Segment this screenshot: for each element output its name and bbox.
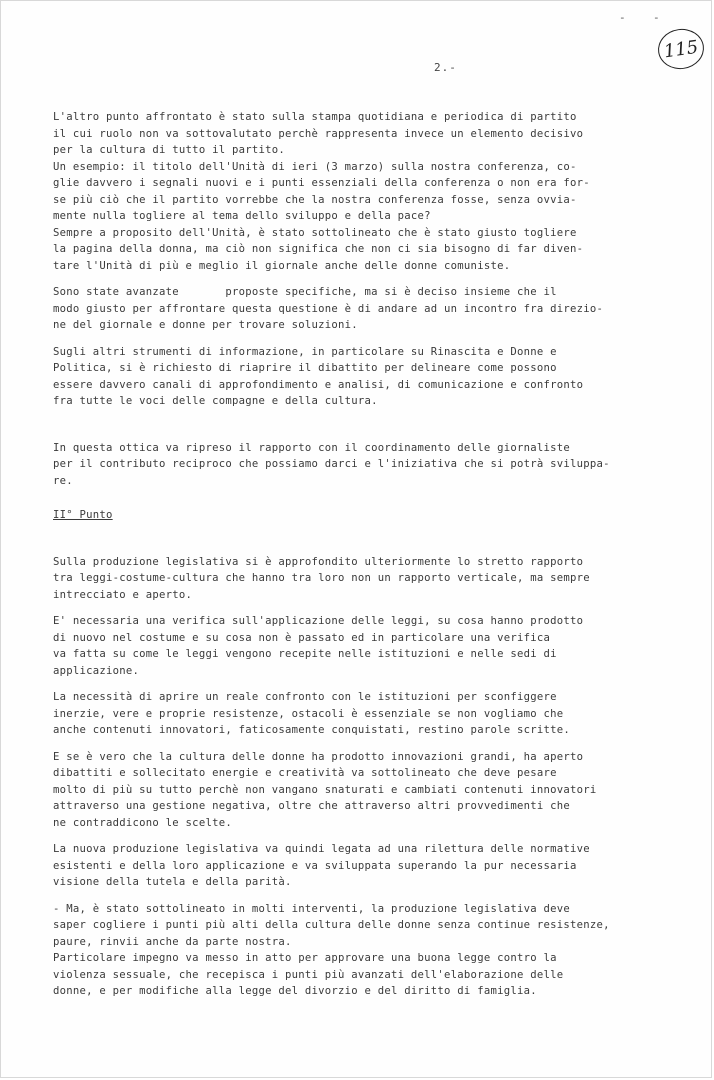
text-line: il cui ruolo non va sottovalutato perchè rappresenta invece un elemento decisivo [53, 127, 584, 140]
corner-mark: - [619, 11, 626, 24]
text-line: Politica, si è richiesto di riaprire il dibattito per delineare come possono [53, 362, 557, 374]
text-line: per la cultura di tutto il partito. [53, 144, 285, 156]
text-line: esistenti e della loro applicazione e va sviluppata superando la pur necessaria [53, 859, 577, 872]
paragraph-rilettura [53, 841, 633, 891]
text-line: Particolare impegno va messo in atto per approvare una buona legge contro la [53, 952, 557, 964]
text-line: - Ma, è stato sottolineato in molti interventi, la produzione legislativa deve [53, 902, 570, 915]
text-line: fra tutte le voci delle compagne e della cultura. [53, 395, 378, 407]
text-line: donne, e per modifiche alla legge del divorzio e del diritto di famiglia. [53, 985, 537, 997]
paragraph-cultura [53, 749, 633, 832]
text-line: tra leggi-costume-cultura che hanno tra loro non un rapporto verticale, ma sempre [53, 572, 590, 584]
paragraph-produzione [53, 554, 633, 604]
text-line: glie davvero i segnali nuovi e i punti essenziali della conferenza o non era for- [53, 177, 590, 189]
text-line: se più ciò che il partito vorrebbe che la nostra conferenza fosse, senza ovvia- [53, 193, 577, 206]
text-line: di nuovo nel costume e su cosa non è passato ed in particolare una verifica [53, 631, 551, 644]
paragraph-ottica [53, 440, 633, 490]
paragraph-interventi [53, 901, 633, 1000]
page-number: 2.- [434, 61, 457, 74]
text-line: modo giusto per affrontare questa questione è di andare ad un incontro fra direzio- [53, 302, 604, 315]
text-line: ne del giornale e donne per trovare soluzioni. [53, 319, 358, 331]
text-line: intrecciato e aperto. [53, 588, 193, 601]
text-line: saper cogliere i punti più alti della cultura delle donne senza continue resistenze, [53, 919, 610, 931]
text-line: Sulla produzione legislativa si è approfondito ulteriormente lo stretto rapporto [53, 555, 584, 568]
text-line: In questa ottica va ripreso il rapporto con il coordinamento delle giornaliste [53, 441, 570, 454]
text-line: E' necessaria una verifica sull'applicazione delle leggi, su cosa hanno prodotto [53, 615, 584, 627]
text-line: va fatta su come le leggi vengono recepite nelle istituzioni e nelle sedi di [53, 648, 557, 660]
paragraph-confronto [53, 689, 633, 739]
text-line: L'altro punto affrontato è stato sulla stampa quotidiana e periodica di partito [53, 111, 577, 123]
text-line: ne contraddicono le scelte. [53, 816, 232, 829]
text-line: visione della tutela e della parità. [53, 876, 292, 888]
text-line: mente nulla togliere al tema dello sviluppo e della pace? [53, 210, 431, 222]
paragraph-proposte [53, 284, 633, 334]
text-line: dibattiti e sollecitato energie e creatività va sottolineato che deve pesare [53, 767, 557, 779]
corner-mark: - [653, 11, 660, 24]
text-line: violenza sessuale, che recepisca i punti più avanzati dell'elaborazione delle [53, 968, 564, 981]
text-line: re. [53, 474, 73, 487]
paragraph-verifica [53, 613, 633, 679]
page-stamp: 115 [655, 26, 706, 72]
text-line: E se è vero che la cultura delle donne ha prodotto innovazioni grandi, ha aperto [53, 750, 584, 763]
text-line: la pagina della donna, ma ciò non significa che non ci sia bisogno di far diven- [53, 243, 584, 255]
document-body [53, 109, 633, 1010]
text-line: Sempre a proposito dell'Unità, è stato sottolineato che è stato giusto togliere [53, 226, 577, 239]
text-line: attraverso una gestione negativa, oltre che attraverso altri provvedimenti che [53, 800, 570, 812]
text-line: Un esempio: il titolo dell'Unità di ieri (3 marzo) sulla nostra conferenza, co- [53, 160, 577, 173]
text-line: applicazione. [53, 664, 140, 677]
text-line: tare l'Unità di più e meglio il giornale anche delle donne comuniste. [53, 259, 511, 272]
text-line: paure, rinvii anche da parte nostra. [53, 935, 292, 948]
text-line: inerzie, vere e proprie resistenze, ostacoli è essenziale se non vogliamo che [53, 707, 564, 720]
text-line: La nuova produzione legislativa va quindi legata ad una rilettura delle normative [53, 843, 590, 855]
paragraph-strumenti [53, 344, 633, 410]
text-line: anche contenuti innovatori, faticosamente conquistati, restino parole scritte. [53, 724, 570, 736]
text-line: La necessità di aprire un reale confronto con le istituzioni per sconfiggere [53, 691, 557, 703]
text-line: Sono state avanzate proposte specifiche, ma si è deciso insieme che il [53, 286, 557, 298]
section-heading [53, 507, 633, 524]
text-line: per il contributo reciproco che possiamo darci e l'iniziativa che si potrà sviluppa- [53, 458, 610, 470]
paragraph-stampa [53, 109, 633, 274]
heading-text: II° Punto [53, 509, 113, 521]
text-line: essere davvero canali di approfondimento e analisi, di comunicazione e confronto [53, 378, 584, 391]
text-line: Sugli altri strumenti di informazione, in particolare su Rinascita e Donne e [53, 345, 557, 358]
text-line: molto di più su tutto perchè non vangano snaturati e cambiati contenuti innovatori [53, 783, 597, 796]
